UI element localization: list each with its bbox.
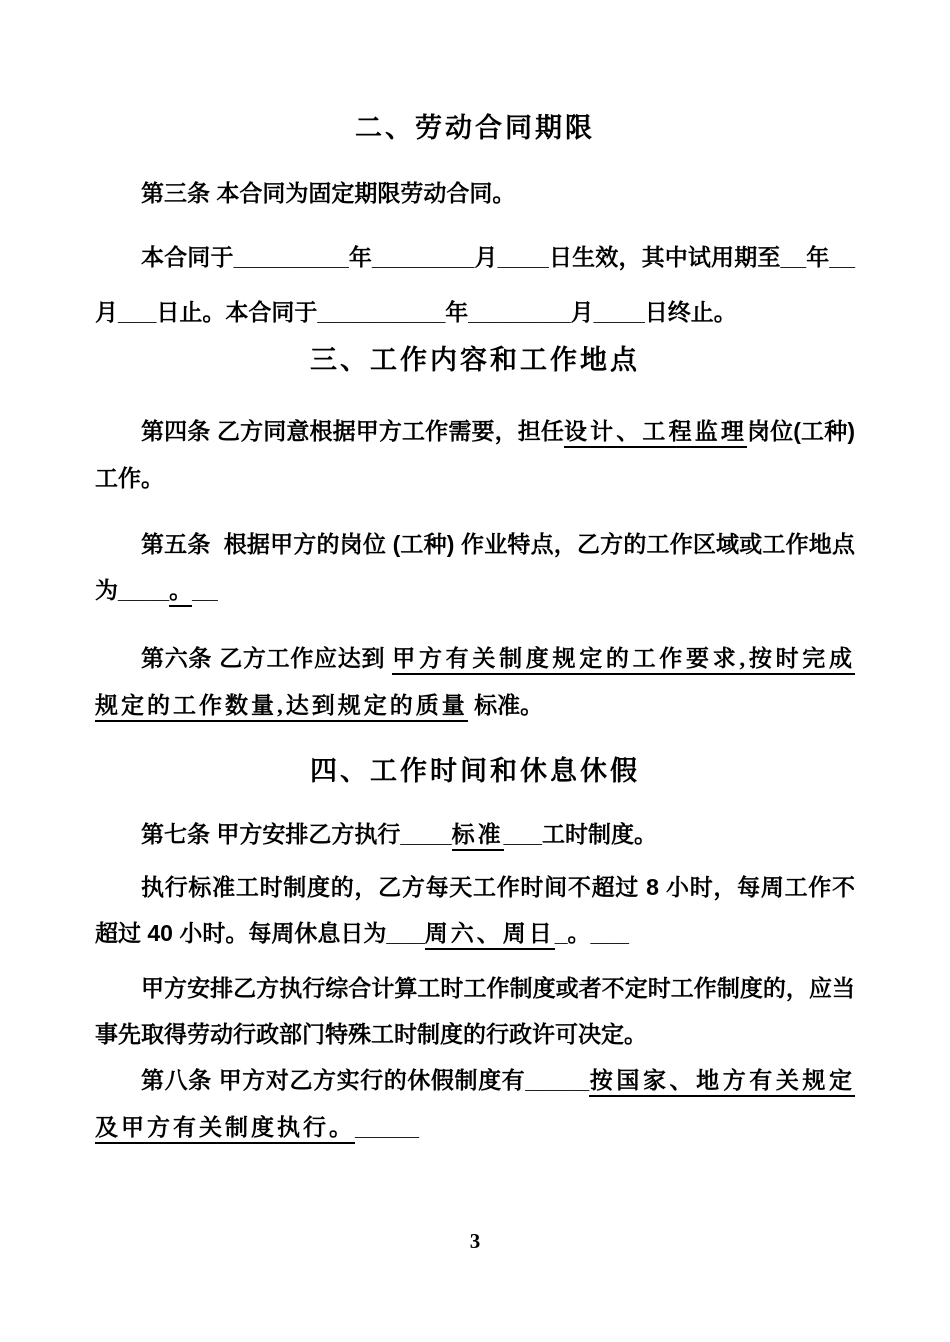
- fill-in-rest-days: 周六、周日: [425, 921, 555, 950]
- blank-line: ___: [590, 920, 629, 946]
- text-run: 工时制度。: [541, 821, 657, 847]
- standard-hours-clause: [95, 864, 855, 957]
- section-heading-work-content: 三、工作内容和工作地点: [310, 345, 640, 375]
- blank-line: __: [192, 577, 218, 603]
- article-6-clause: [95, 635, 855, 729]
- text-run: 第七条 甲方安排乙方执行: [141, 821, 401, 847]
- text-run: 。: [567, 920, 591, 946]
- text-run: 标准。: [467, 692, 544, 718]
- blank-line: ___: [386, 920, 425, 946]
- underlined-period: 。: [169, 577, 192, 607]
- blank-line: _: [554, 920, 568, 946]
- blank-line: ____: [400, 821, 452, 847]
- blank-line: ___: [503, 821, 542, 847]
- text-run: 执行标准工时制度的，乙方每天工作时间不超过 8 小时，每周工作不超过 40 小时。每周休息日为: [95, 874, 855, 946]
- text-run: 第三条 本合同为固定期限劳动合同。: [141, 180, 516, 206]
- section-heading-contract-term: 二、劳动合同期限: [355, 113, 595, 143]
- text-run: 第六条 乙方工作应达到: [141, 645, 393, 671]
- article-7-clause: [95, 811, 855, 858]
- text-run: 第五条 根据甲方的岗位 (工种) 作业特点，乙方的工作区域或工作地点为: [95, 531, 855, 603]
- blank-line: _____: [525, 1067, 590, 1093]
- contract-dates-clause: [95, 230, 855, 340]
- special-hours-clause: [95, 965, 855, 1057]
- article-4-clause: [95, 408, 855, 501]
- page-number: 3: [469, 1229, 481, 1253]
- text-run: 第四条 乙方同意根据甲方工作需要，担任: [141, 418, 565, 444]
- text-run: 甲方安排乙方执行综合计算工时工作制度或者不定时工作制度的，应当事先取得劳动行政部门特殊工时制度的行政许可决定。: [95, 975, 855, 1047]
- fill-in-hours-system: 标准: [452, 822, 504, 851]
- article-3-clause: [95, 170, 855, 216]
- fill-in-work-requirements: 甲方有关制度规定的工作要求,按时完成规定的工作数量,达到规定的质量: [95, 646, 855, 722]
- text-run: 本合同于_________年________月____日生效，其中试用期至__年__月___日止。本合同于__________年________月____日终止。: [95, 244, 855, 325]
- section-heading-working-hours: 四、工作时间和休息休假: [310, 756, 640, 786]
- text-run: 岗位(工种)工作。: [95, 418, 855, 491]
- article-8-clause: [95, 1057, 855, 1151]
- blank-line: ____: [118, 577, 170, 603]
- article-5-clause: [95, 521, 855, 613]
- fill-in-position: 设计、工程监理: [564, 419, 747, 448]
- text-run: 第八条 甲方对乙方实行的休假制度有: [141, 1067, 526, 1093]
- fill-in-leave-system: 按国家、地方有关规定及甲方有关制度执行。: [95, 1068, 855, 1144]
- blank-line: _____: [355, 1114, 419, 1140]
